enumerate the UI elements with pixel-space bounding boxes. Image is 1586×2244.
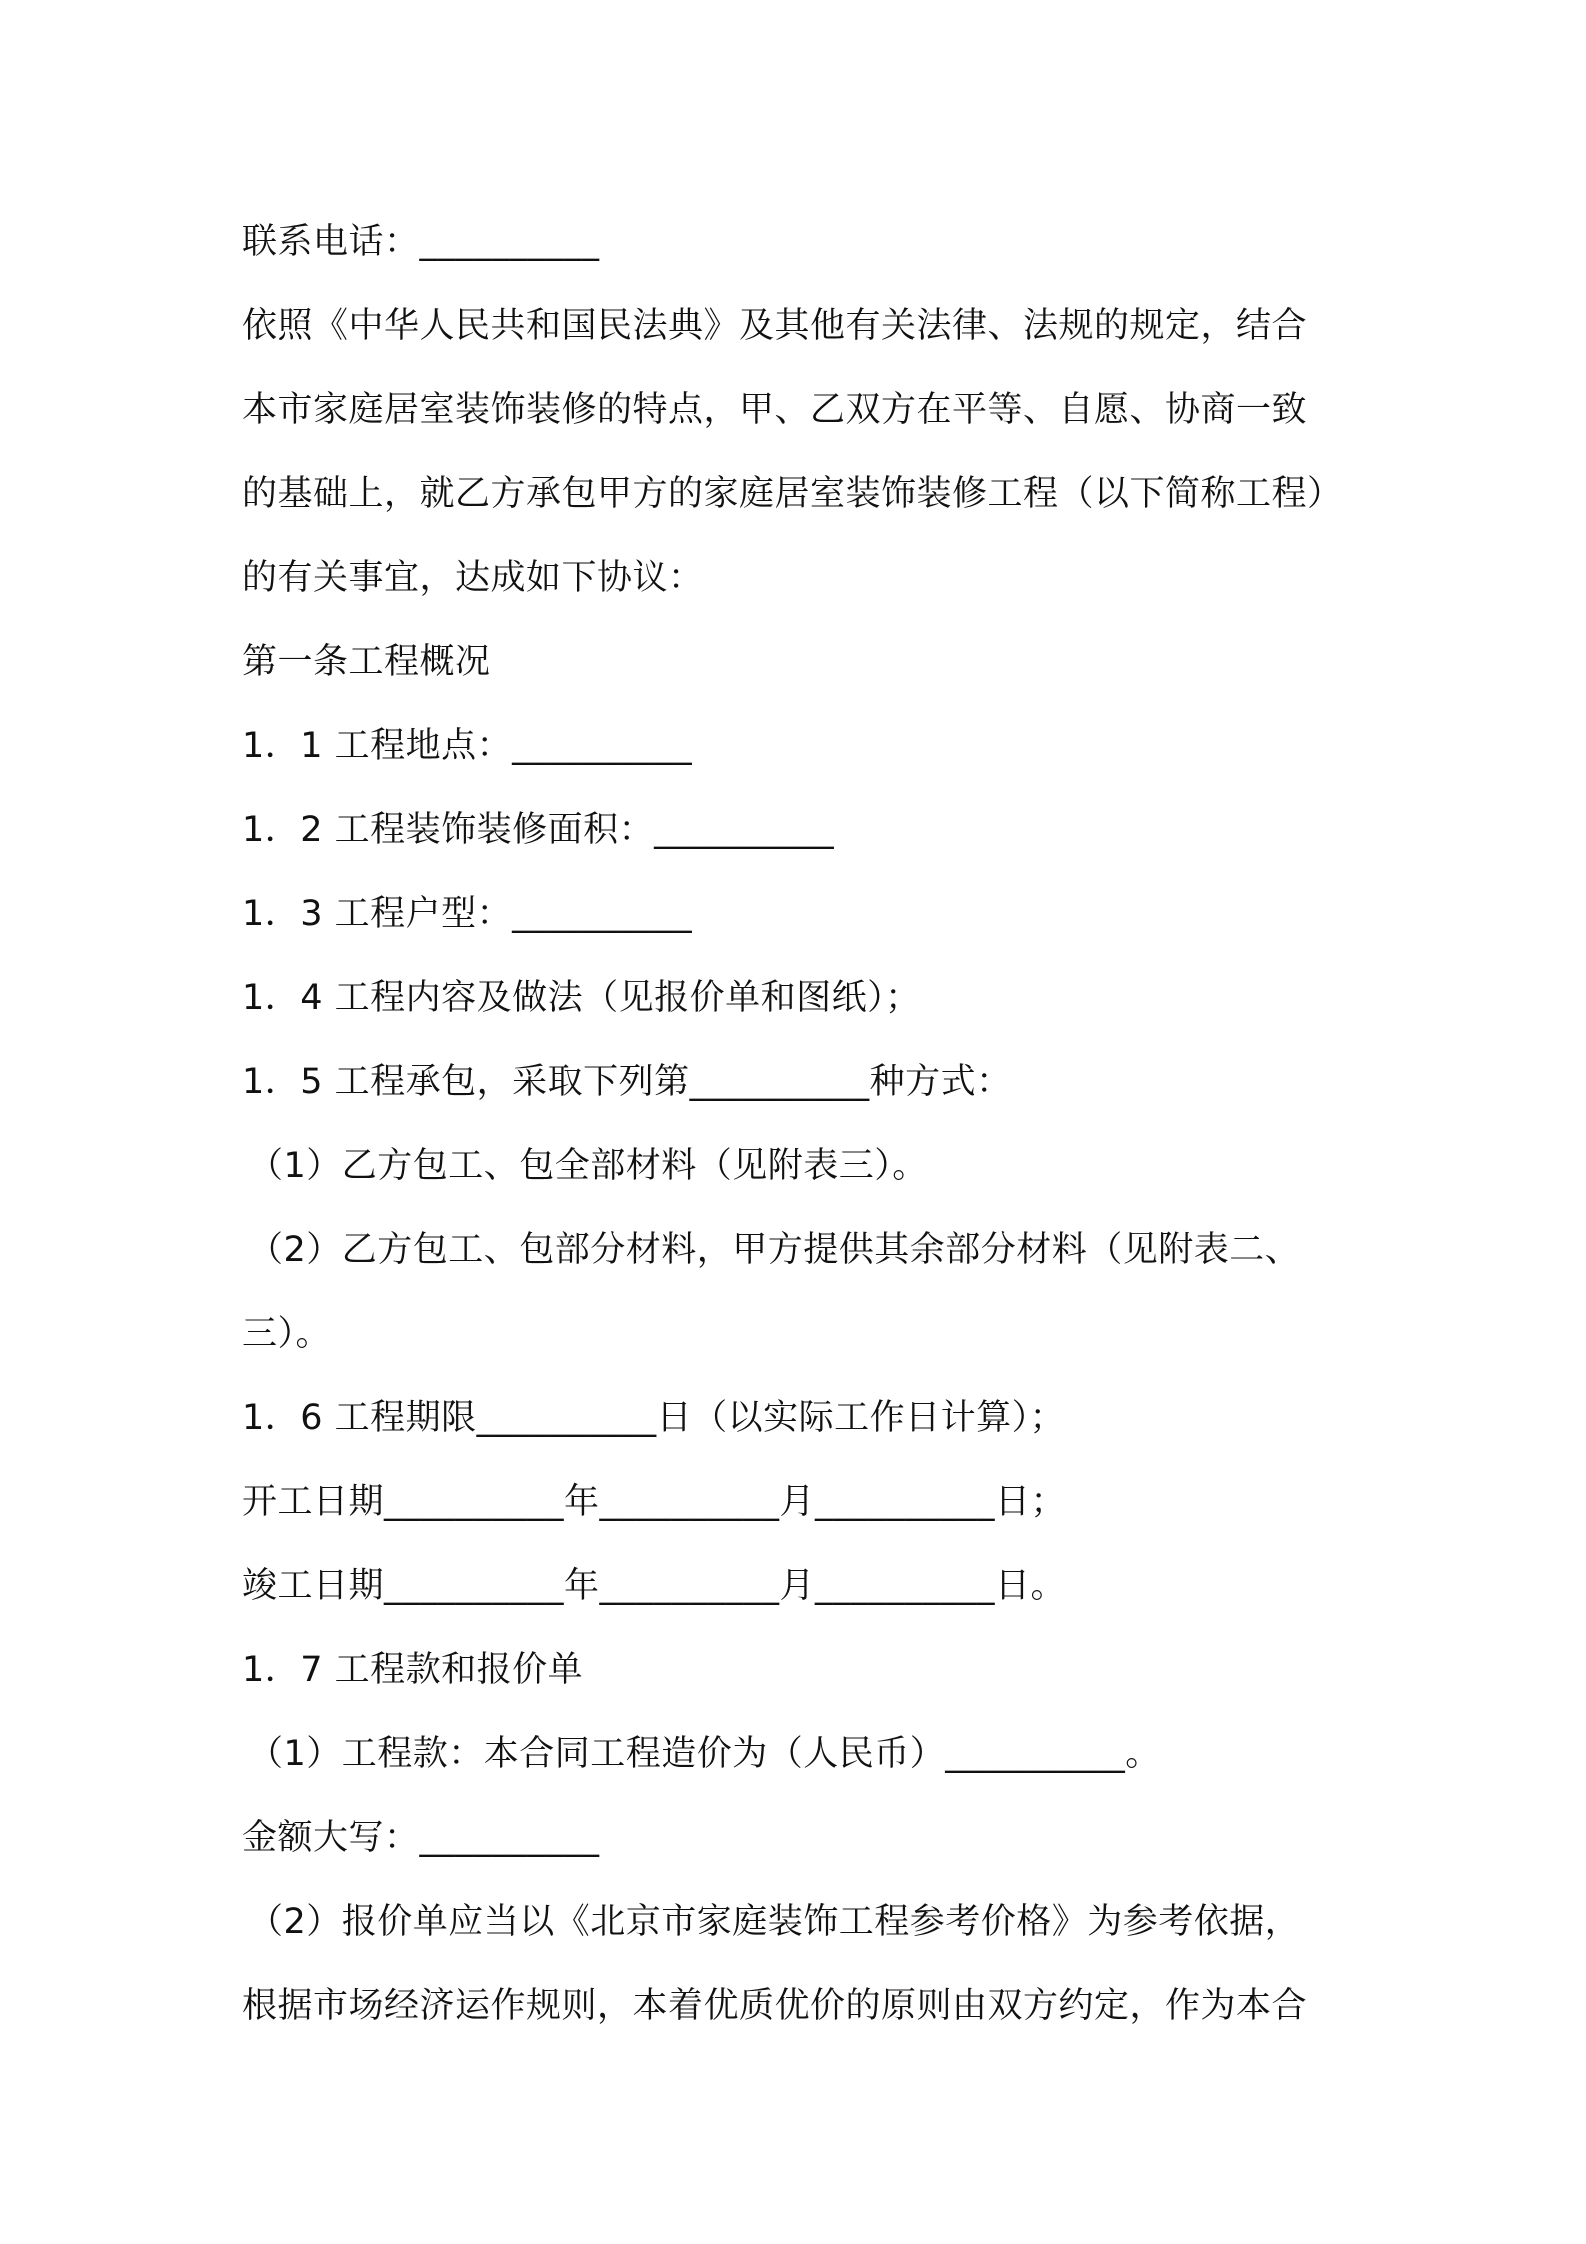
start-date-line: 开工日期__________年__________月__________日； [242,1482,1067,1522]
completion-date-line: 竣工日期__________年__________月__________日。 [242,1566,1067,1606]
preamble-line-1: 依照《中华人民共和国民法典》及其他有关法律、法规的规定，结合 [242,306,1308,346]
option-1: （1）乙方包工、包全部材料（见附表三）。 [248,1146,928,1186]
document-body [242,200,1362,2048]
clause-1-6: 1．6 工程期限__________日（以实际工作日计算）； [242,1398,1066,1438]
clause-1-3: 1．3 工程户型：__________ [242,894,693,934]
contact-phone-line: 联系电话：__________ [242,222,600,262]
amount-in-words-line: 金额大写：__________ [242,1818,600,1858]
preamble-line-4: 的有关事宜，达成如下协议： [242,558,704,598]
clause-1-2: 1．2 工程装饰装修面积：__________ [242,810,835,850]
contract-price-line: （1）工程款：本合同工程造价为（人民币）__________。 [248,1734,1161,1774]
preamble-line-2: 本市家庭居室装饰装修的特点，甲、乙双方在平等、自愿、协商一致 [242,390,1308,430]
quotation-line-2: 根据市场经济运作规则，本着优质优价的原则由双方约定，作为本合 [242,1986,1308,2026]
option-2: （2）乙方包工、包部分材料，甲方提供其余部分材料（见附表二、 [248,1230,1301,1270]
clause-1-7: 1．7 工程款和报价单 [242,1650,584,1690]
clause-1-5: 1．5 工程承包，采取下列第__________种方式： [242,1062,1012,1102]
clause-1-1: 1．1 工程地点：__________ [242,726,693,766]
article-1-heading: 第一条工程概况 [242,642,491,682]
preamble-line-3: 的基础上，就乙方承包甲方的家庭居室装饰装修工程（以下简称工程） [242,474,1343,514]
quotation-line-1: （2）报价单应当以《北京市家庭装饰工程参考价格》为参考依据， [248,1902,1301,1942]
clause-1-4: 1．4 工程内容及做法（见报价单和图纸）； [242,978,921,1018]
option-2-continued: 三）。 [242,1314,332,1354]
